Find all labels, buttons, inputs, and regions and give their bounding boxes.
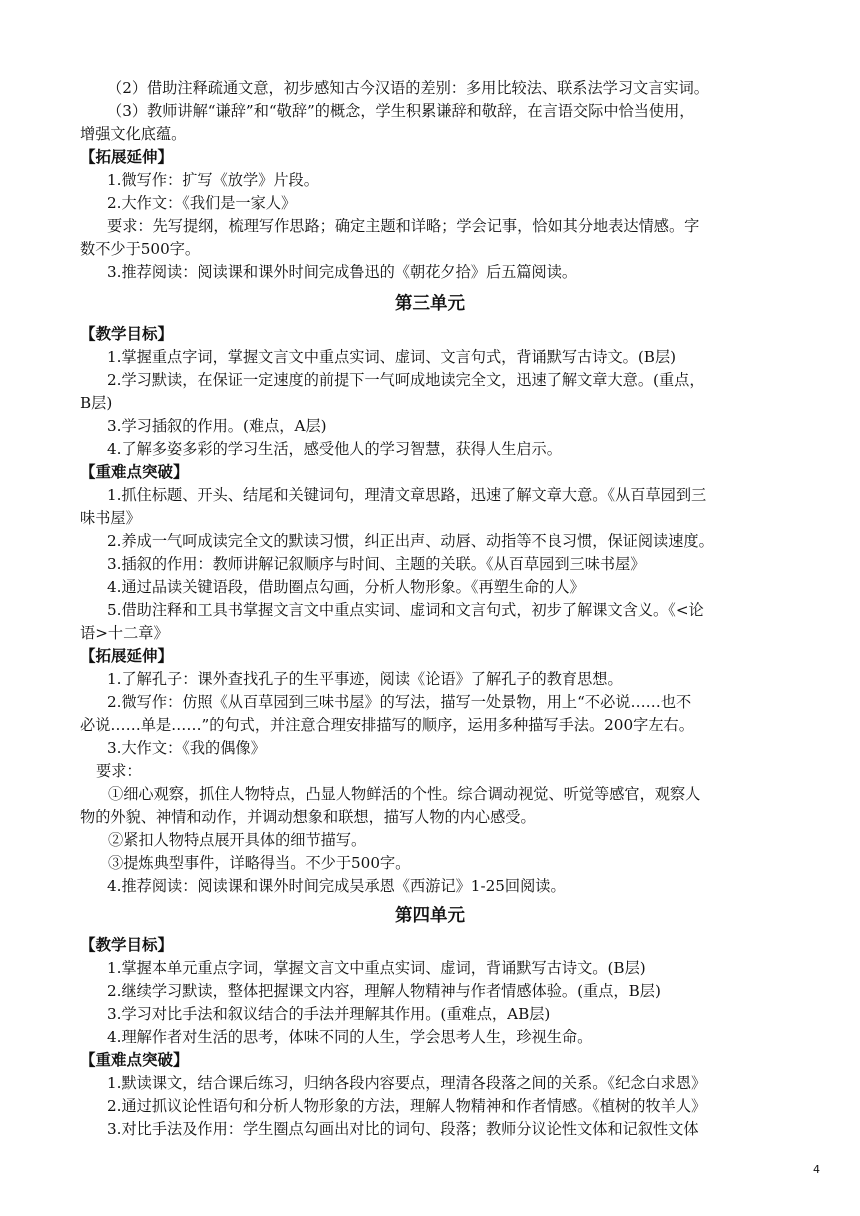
text-line: 4.了解多姿多彩的学习生活，感受他人的学习智慧，获得人生启示。 (107, 440, 562, 458)
section-heading: 【教学目标】 (80, 936, 174, 954)
text-line: 2.通过抓议论性语句和分析人物形象的方法，理解人物精神和作者情感。《植树的牧羊人》 (107, 1097, 707, 1115)
text-line: 2.微写作：仿照《从百草园到三味书屋》的写法，描写一处景物，用上“不必说……也不 (107, 693, 692, 711)
text-line: ②紧扣人物特点展开具体的细节描写。 (108, 831, 367, 849)
section-heading: 【拓展延伸】 (80, 647, 174, 665)
text-line: 2.养成一气呵成读完全文的默读习惯，纠正出声、动唇、动指等不良习惯，保证阅读速度。 (107, 532, 714, 550)
text-line: 2.学习默读，在保证一定速度的前提下一气呵成地读完全文，迅速了解文章大意。(重点， (107, 371, 705, 389)
text-line: ①细心观察，抓住人物特点，凸显人物鲜活的个性。综合调动视觉、听觉等感官，观察人 (108, 785, 701, 803)
unit-title: 第四单元 (395, 906, 465, 926)
section-heading: 【拓展延伸】 (80, 148, 174, 166)
text-line: （3）教师讲解“谦辞”和“敬辞”的概念，学生积累谦辞和敬辞，在言语交际中恰当使用， (107, 102, 695, 120)
text-line: B层) (80, 394, 113, 412)
unit-title: 第三单元 (395, 294, 465, 314)
text-line: ③提炼典型事件，详略得当。不少于500字。 (108, 854, 411, 872)
text-line: 3.对比手法及作用：学生圈点勾画出对比的词句、段落；教师分议论性文体和记叙性文体 (107, 1120, 699, 1138)
section-heading: 【重难点突破】 (80, 463, 189, 481)
text-line: 物的外貌、神情和动作，并调动想象和联想，描写人物的内心感受。 (80, 808, 536, 826)
text-line: 3.推荐阅读：阅读课和课外时间完成鲁迅的《朝花夕拾》后五篇阅读。 (107, 263, 578, 281)
text-line: 5.借助注释和工具书掌握文言文中重点实词、虚词和文言句式，初步了解课文含义。《<论 (107, 601, 704, 619)
text-line: 要求： (96, 762, 142, 780)
text-line: 4.通过品读关键语段，借助圈点勾画，分析人物形象。《再塑生命的人》 (107, 578, 585, 596)
page-number: 4 (813, 1163, 820, 1176)
text-line: 1.了解孔子：课外查找孔子的生平事迹，阅读《论语》了解孔子的教育思想。 (107, 670, 623, 688)
text-line: 数不少于500字。 (80, 240, 201, 258)
text-line: 3.大作文：《我的偶像》 (107, 739, 266, 757)
text-line: 味书屋》 (80, 509, 141, 527)
text-line: 语>十二章》 (80, 624, 169, 642)
text-line: 1.微写作：扩写《放学》片段。 (107, 171, 319, 189)
text-line: （2）借助注释疏通文意，初步感知古今汉语的差别：多用比较法、联系法学习文言实词。 (107, 79, 709, 97)
section-heading: 【重难点突破】 (80, 1051, 189, 1069)
text-line: 3.插叙的作用：教师讲解记叙顺序与时间、主题的关联。《从百草园到三味书屋》 (107, 555, 646, 573)
text-line: 2.继续学习默读，整体把握课文内容，理解人物精神与作者情感体验。(重点，B层) (107, 982, 661, 1000)
text-line: 3.学习插叙的作用。(难点，A层) (107, 417, 327, 435)
text-line: 1.掌握重点字词，掌握文言文中重点实词、虚词、文言句式，背诵默写古诗文。(B层) (107, 348, 677, 366)
text-line: 1.掌握本单元重点字词，掌握文言文中重点实词、虚词，背诵默写古诗文。(B层) (107, 959, 646, 977)
text-line: 4.理解作者对生活的思考，体味不同的人生，学会思考人生，珍视生命。 (107, 1028, 593, 1046)
text-line: 增强文化底蕴。 (80, 125, 187, 143)
text-line: 4.推荐阅读：阅读课和课外时间完成吴承恩《西游记》1-25回阅读。 (107, 877, 566, 895)
text-line: 2.大作文：《我们是一家人》 (107, 194, 297, 212)
section-heading: 【教学目标】 (80, 325, 174, 343)
text-line: 必说……单是……”的句式，并注意合理安排描写的顺序，运用多种描写手法。200字左右。 (80, 716, 694, 734)
text-line: 要求：先写提纲，梳理写作思路；确定主题和详略；学会记事，恰如其分地表达情感。字 (107, 217, 700, 235)
text-line: 3.学习对比手法和叙议结合的手法并理解其作用。(重难点，AB层) (107, 1005, 551, 1023)
text-line: 1.默读课文，结合课后练习，归纳各段内容要点，理清各段落之间的关系。《纪念白求恩》 (107, 1074, 707, 1092)
text-line: 1.抓住标题、开头、结尾和关键词句，理清文章思路，迅速了解文章大意。《从百草园到三 (107, 486, 707, 504)
